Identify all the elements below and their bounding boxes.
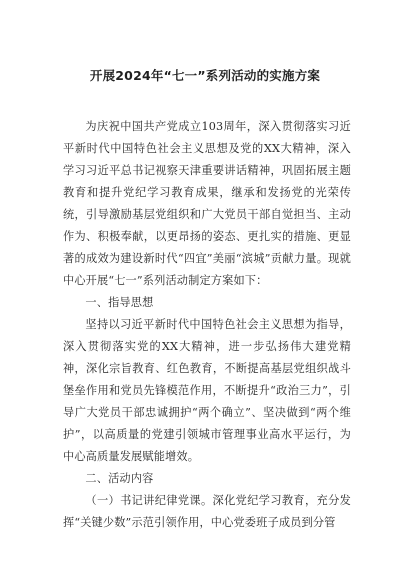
intro-paragraph: 为庆祝中国共产党成立103周年，深入贯彻落实习近平新时代中国特色社会主义思想及党的XX大精神，深入学习习近平总书记视察天津重要讲话精神，巩固拓展主题教育和提升党纪学习教育成果，继承和发扬党的光荣传统，引导激励基层党组织和广大党员干部自觉担当、主动作为、积极奉献，以更昂扬的姿态、更扎实的措施、更显著的成效为建设新时代“四宜”美丽“滨城”贡献力量。现就中心开展“七一”系列活动制定方案如下：: [63, 120, 351, 287]
document-title: 开展2024年“七一”系列活动的实施方案: [89, 68, 321, 83]
guiding-ideology-paragraph: 坚持以习近平新时代中国特色社会主义思想为指导，深入贯彻落实党的XX大精神，进一步弘扬伟大建党精神，深化宗旨教育、红色教育，不断提高基层党组织战斗堡垒作用和党员先锋模范作用，不断提升“政治三力”，引导广大党员干部忠诚拥护“两个确立”、坚决做到“两个维护”，以高质量的党建引领城市管理事业高水平运行，为中心高质量发展赋能增效。: [63, 318, 351, 463]
section-heading-guiding-ideology: 一、指导思想: [85, 296, 154, 309]
section-heading-activity-content: 二、活动内容: [85, 472, 154, 485]
document-body: [63, 116, 351, 534]
activity-item-1-paragraph: （一）书记讲纪律党课。深化党纪学习教育，充分发挥“关键少数”示范引领作用，中心党委班子成员到分管: [63, 494, 351, 529]
